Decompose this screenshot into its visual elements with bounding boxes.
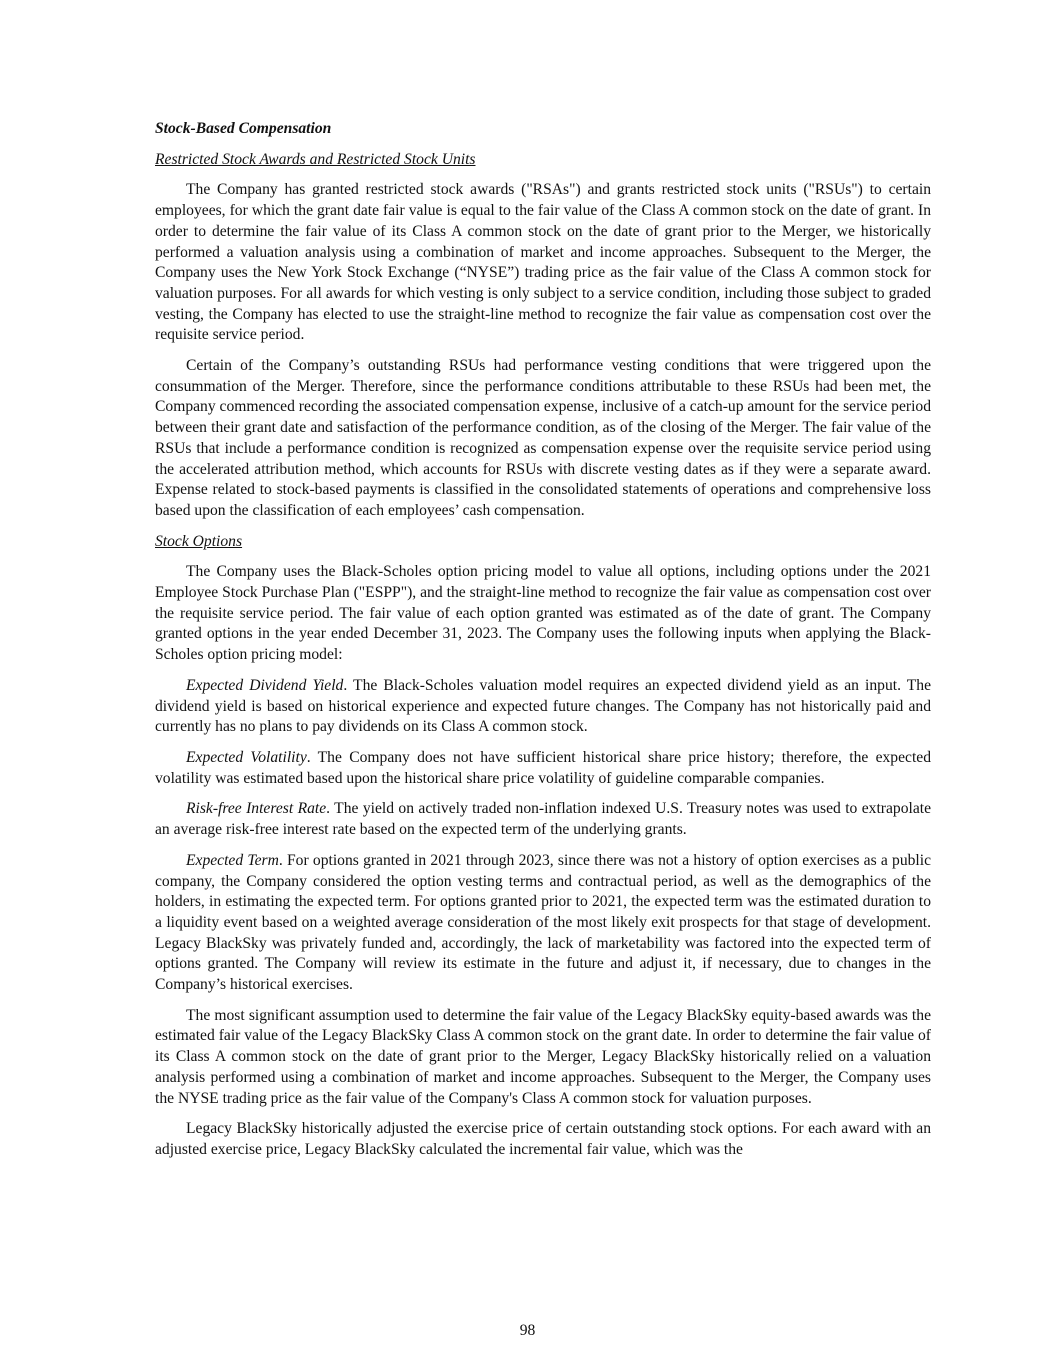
stock-options-subheading: Stock Options — [155, 532, 243, 550]
input-term: Expected Dividend Yield — [186, 676, 344, 694]
input-risk-free-interest-rate — [155, 799, 931, 840]
input-expected-dividend-yield — [155, 676, 931, 738]
section-title: Stock-Based Compensation — [155, 120, 332, 137]
input-text: . For options granted in 2021 through 2023, since there was not a history of option exercises as a public company, the Company considered the option vesting terms and contractual period, as well as the demographics of the holders, in estimating the expected term. For options granted prior to 2021, the expected term was the estimated duration to a liquidity event based on a weighted average consideration of the most likely exit prospects for that stage of development. Legacy BlackSky was privately funded and, accordingly, the lack of marketability was factored into the expected term of options granted. The Company will review its estimate in the future and adjust it, if necessary, due to changes in the Company’s historical exercises. — [155, 851, 932, 994]
rsa-paragraph-1: The Company has granted restricted stock awards ("RSAs") and grants restricted stock units ("RSUs") to certain employees, for which the grant date fair value is equal to the fair value of the Class A common stock on the date of grant. In order to determine the fair value of its Class A common stock on the date of grant prior to the Merger, we historically performed a valuation analysis using a combination of market and income approaches. Subsequent to the Merger, the Company uses the New York Stock Exchange (“NYSE”) trading price as the fair value of the Class A common stock for valuation purposes. For all awards for which vesting is only subject to a service condition, including those subject to graded vesting, the Company has elected to use the straight-line method to recognize the fair value as compensation cost over the requisite service period. — [155, 181, 931, 344]
input-expected-term — [155, 851, 931, 996]
closing-paragraph-1: The most significant assumption used to determine the fair value of the Legacy BlackSky equity-based awards was the estimated fair value of the Legacy BlackSky Class A common stock on the grant date. In order to determine the fair value of its Class A common stock on the date of grant prior to the Merger, Legacy BlackSky historically relied on a valuation analysis performed using a combination of market and income approaches. Subsequent to the Merger, the Company uses the NYSE trading price as the fair value of the Company's Class A common stock for valuation purposes. — [155, 1006, 931, 1107]
input-text: . The yield on actively traded non-inflation indexed U.S. Treasury notes was used to extrapolate an average risk-free interest rate based on the expected term of the underlying grants. — [155, 800, 931, 839]
input-expected-volatility — [155, 748, 931, 789]
document-page — [155, 119, 931, 1171]
rsa-subheading: Restricted Stock Awards and Restricted Stock Units — [155, 150, 476, 168]
stock-options-intro: The Company uses the Black-Scholes option pricing model to value all options, including options under the 2021 Employee Stock Purchase Plan ("ESPP"), and the straight-line method to recognize the fair value as compensation cost over the requisite service period. The fair value of each option granted was estimated as of the date of grant. The Company granted options in the year ended December 31, 2023. The Company uses the following inputs when applying the Black-Scholes option pricing model: — [155, 563, 931, 664]
input-text: . The Company does not have sufficient historical share price history; therefore, the expected volatility was estimated based upon the historical share price volatility of guideline comparable companies. — [155, 748, 931, 787]
input-term: Risk-free Interest Rate — [186, 800, 327, 818]
closing-paragraph-2: Legacy BlackSky historically adjusted the exercise price of certain outstanding stock options. For each award with an adjusted exercise price, Legacy BlackSky calculated the incremental fair value, which was the — [155, 1120, 931, 1158]
page-number: 98 — [519, 1322, 536, 1339]
rsa-paragraph-2: Certain of the Company’s outstanding RSUs had performance vesting conditions that were triggered upon the consummation of the Merger. Therefore, since the performance conditions attributable to these RSUs had been met, the Company commenced recording the associated compensation expense, inclusive of a catch-up amount for the service period between their grant date and satisfaction of the performance condition, as of the closing of the Merger. The fair value of the RSUs that include a performance condition is recognized as compensation expense over the requisite service period using the accelerated attribution method, which accounts for RSUs with discrete vesting dates as if they were a separate award. Expense related to stock-based payments is classified in the consolidated statements of operations and comprehensive loss based upon the classification of each employees’ cash compensation. — [155, 357, 931, 519]
input-text: . The Black-Scholes valuation model requires an expected dividend yield as an input. The dividend yield is based on historical experience and expected future changes. The Company has not historically paid and currently has no plans to pay dividends on its Class A common stock. — [155, 676, 932, 736]
input-term: Expected Volatility — [186, 748, 307, 766]
input-term: Expected Term — [186, 851, 279, 869]
